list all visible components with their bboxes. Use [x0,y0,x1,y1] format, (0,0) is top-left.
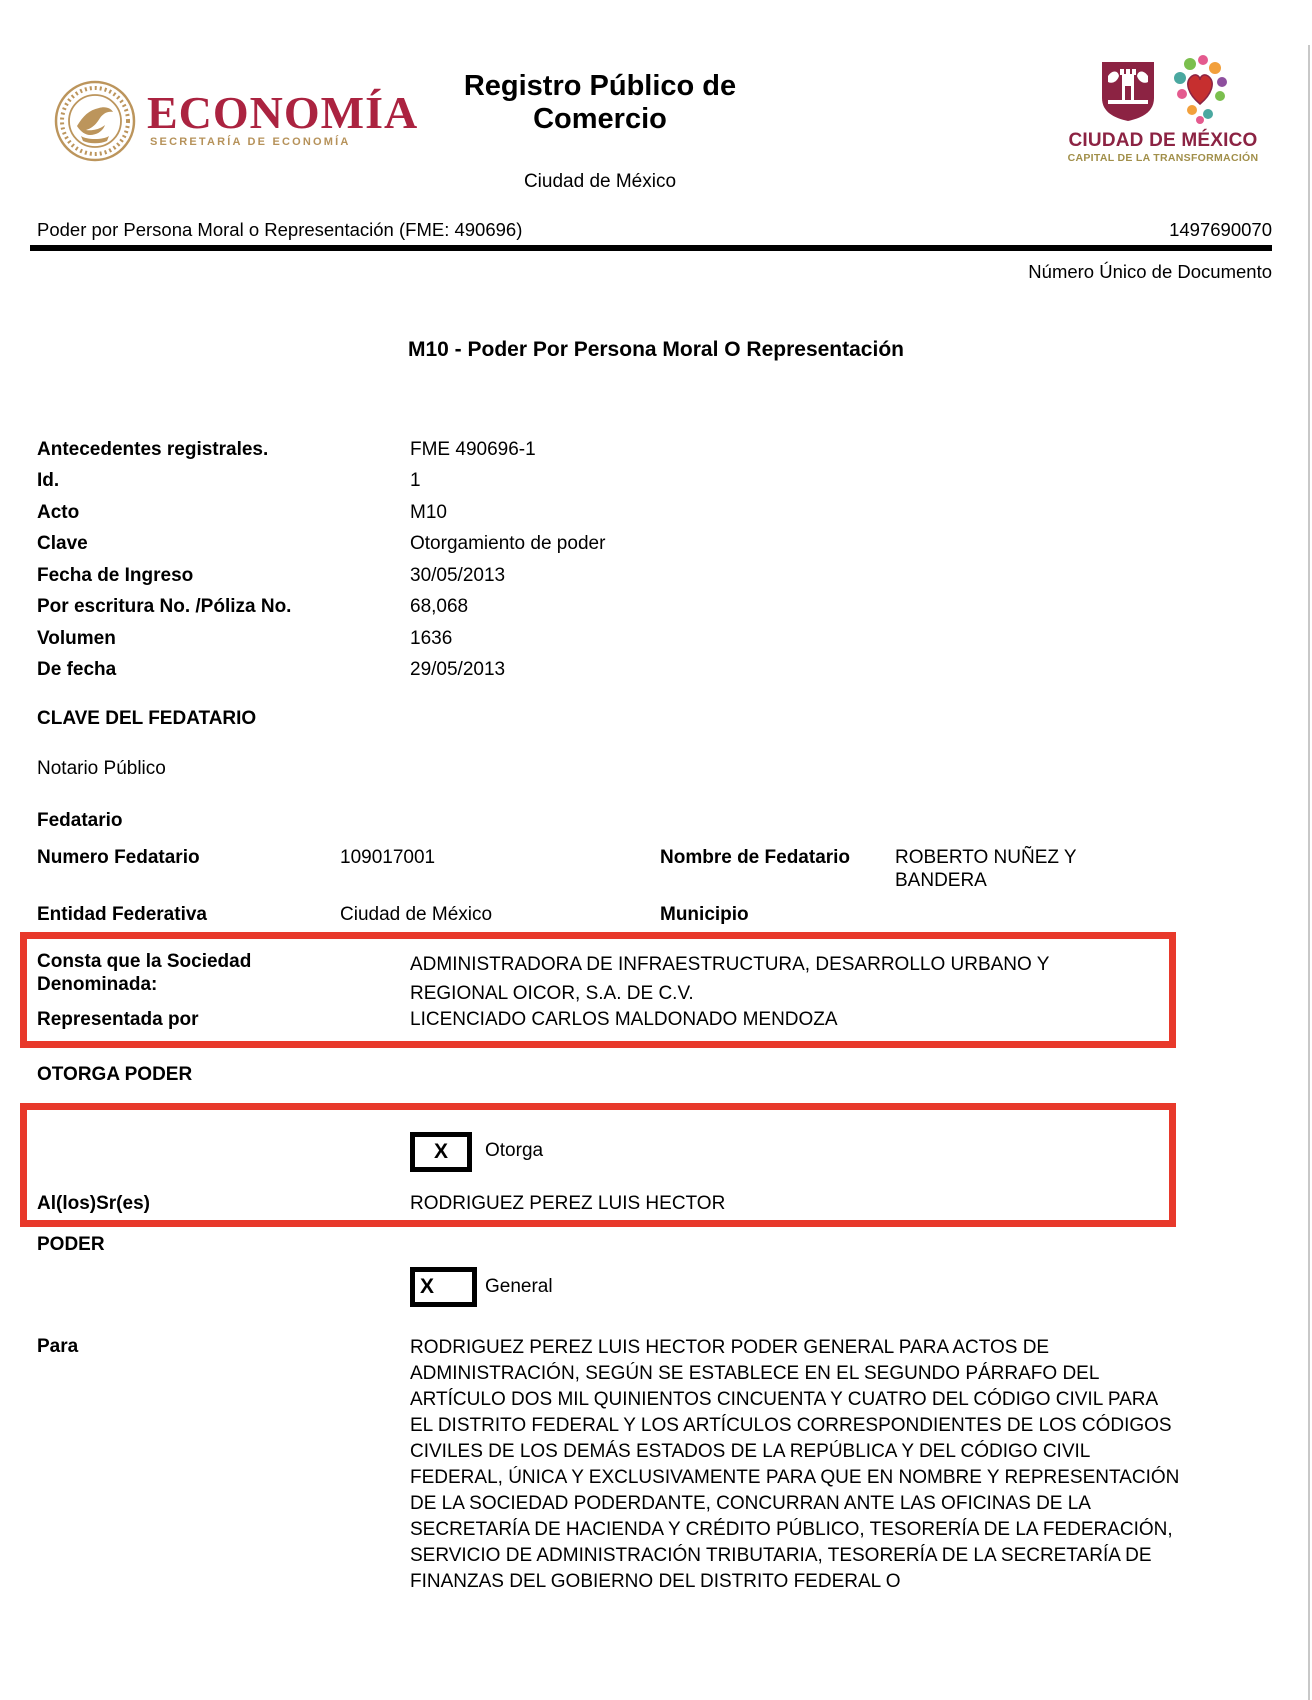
numero-fedatario-label: Numero Fedatario [37,847,200,868]
field-label: Acto [37,502,80,523]
page-edge-line [1308,45,1310,1700]
representada-por-value: LICENCIADO CARLOS MALDONADO MENDOZA [410,1009,838,1030]
field-value: Otorgamiento de poder [410,533,606,554]
header-rule [30,245,1272,251]
registry-subtitle: Ciudad de México [523,171,677,192]
general-checkbox-label: General [485,1276,553,1297]
entidad-federativa-value: Ciudad de México [340,904,493,925]
clave-fedatario-heading: CLAVE DEL FEDATARIO [37,708,257,729]
economia-eagle-seal-icon [53,78,137,164]
otorga-poder-heading: OTORGA PODER [37,1064,193,1085]
field-value: 29/05/2013 [410,659,506,680]
economia-wordmark: ECONOMÍA [147,87,419,138]
consta-sociedad-label: Consta que la Sociedad Denominada: [37,951,252,995]
representada-por-label: Representada por [37,1009,199,1030]
field-value: FME 490696-1 [410,439,536,460]
general-checkbox[interactable]: X [410,1267,477,1307]
nombre-fedatario-label: Nombre de Fedatario [660,847,851,868]
document-number: 1497690070 [1169,219,1272,240]
field-label: De fecha [37,659,117,680]
fedatario-heading: Fedatario [37,810,123,831]
municipio-label: Municipio [660,904,749,925]
form-title: M10 - Poder Por Persona Moral O Representación [408,338,904,361]
field-label: Volumen [37,628,116,649]
field-label: Fecha de Ingreso [37,565,194,586]
cdmx-wordmark: CIUDAD DE MÉXICO [1068,130,1258,151]
numero-fedatario-value: 109017001 [340,847,436,868]
otorga-checkbox[interactable]: X [410,1132,472,1172]
document-type-text: Poder por Persona Moral o Representación (FME: 490696) [37,219,523,240]
field-value: 68,068 [410,596,469,617]
cdmx-capital-label: CAPITAL DE LA TRANSFORMACIÓN [1067,152,1259,164]
consta-sociedad-value: ADMINISTRADORA DE INFRAESTRUCTURA, DESARROLLO URBANO Y REGIONAL OICOR, S.A. DE C.V. [410,954,1050,1004]
para-value: RODRIGUEZ PEREZ LUIS HECTOR PODER GENERAL PARA ACTOS DE ADMINISTRACIÓN, SEGÚN SE ESTABLECE EN EL SEGUNDO PÁRRAFO DEL ARTÍCULO DOS MIL QUINIENTOS CINCUENTA Y CUATRO DEL CÓDIGO CIVIL PARA EL DISTRITO FEDERAL Y LOS ARTÍCULOS CORRESPONDIENTES DE LOS CÓDIGOS CIVILES DE LOS DEMÁS ESTADOS DE LA REPÚBLICA Y DEL CÓDIGO CIVIL FEDERAL, ÚNICA Y EXCLUSIVAMENTE PARA QUE EN NOMBRE Y REPRESENTACIÓN DE LA SOCIEDAD PODERDANTE, CONCURRAN ANTE LAS OFICINAS DE LA SECRETARÍA DE HACIENDA Y CRÉDITO PÚBLICO, TESORERÍA DE LA FEDERACIÓN, SERVICIO DE ADMINISTRACIÓN TRIBUTARIA, TESORERÍA DE LA SECRETARÍA DE FINANZAS DEL GOBIERNO DEL DISTRITO FEDERAL O [410,1337,1180,1592]
field-value: 1636 [410,628,453,649]
field-label: Por escritura No. /Póliza No. [37,596,292,617]
economia-secretaria-label: SECRETARÍA DE ECONOMÍA [150,136,351,148]
notario-publico-value: Notario Público [37,758,166,779]
document-number-caption: Número Único de Documento [1028,261,1272,282]
otorga-checkbox-label: Otorga [485,1140,544,1161]
field-value: 1 [410,470,421,491]
field-label: Antecedentes registrales. [37,439,269,460]
field-value: 30/05/2013 [410,565,506,586]
sres-label: Al(los)Sr(es) [37,1193,150,1214]
field-label: Id. [37,470,60,491]
nombre-fedatario-value: ROBERTO NUÑEZ Y BANDERA [895,847,1077,891]
registry-title: Registro Público de Comercio [463,70,737,135]
poder-heading: PODER [37,1234,105,1255]
cdmx-shield-icon [1100,60,1156,122]
sres-value: RODRIGUEZ PEREZ LUIS HECTOR [410,1193,726,1214]
field-label: Clave [37,533,88,554]
field-value: M10 [410,502,447,523]
para-label: Para [37,1336,79,1357]
cdmx-heart-flowers-icon [1170,52,1230,126]
entidad-federativa-label: Entidad Federativa [37,904,207,925]
